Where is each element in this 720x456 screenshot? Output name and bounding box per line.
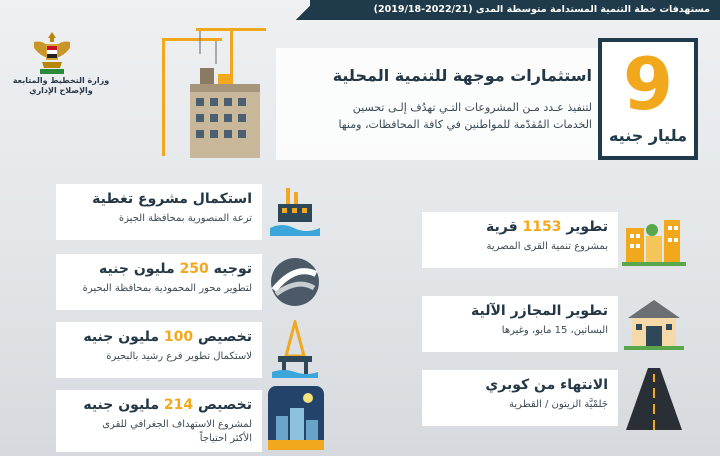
right-item-3: الانتهاء من كوبري جَلمْيَّة الزيتون / القطرية bbox=[422, 370, 618, 426]
big-stat-value: 9 bbox=[622, 42, 674, 126]
right-item-2: تطوير المجازر الآلية البساتين، 15 مايو، وغيرها bbox=[422, 296, 618, 352]
construction-cranes-icon bbox=[156, 24, 268, 158]
big-stat-unit: مليار جنيه bbox=[608, 126, 688, 145]
left-item-3: تخصيص 100 مليون جنيه لاستكمال تطوير فرع رشيد بالبحيرة bbox=[56, 322, 262, 378]
headline-body: لتنفيذ عـدد مـن المشروعات التـي تهدُف إلـى تحسين الخدمات المُقدّمة للمواطنين في كافة المحافظات، ومنها bbox=[338, 101, 592, 132]
header-bar bbox=[310, 0, 720, 20]
factory-canal-icon bbox=[268, 184, 322, 240]
night-village-icon bbox=[268, 386, 324, 450]
road-bridge-icon bbox=[622, 366, 686, 432]
left-item-4: تخصيص 214 مليون جنيه لمشروع الاستهداف الجغرافي للقرى الأكثر احتياجاً bbox=[56, 390, 262, 452]
highway-interchange-icon bbox=[268, 254, 322, 310]
oil-rig-icon bbox=[272, 320, 318, 378]
slaughterhouse-icon bbox=[624, 292, 684, 352]
ministry-name: وزارة التخطيط والمتابعة والإصلاح الإداري bbox=[12, 76, 110, 96]
headline-title: استثمارات موجهة للتنمية المحلية bbox=[332, 66, 592, 85]
left-item-1: استكمال مشروع تغطية ترعة المنصورية بمحافظة الجيزة bbox=[56, 184, 262, 240]
big-stat-box bbox=[598, 38, 698, 160]
left-item-2: توجيه 250 مليون جنيه لتطوير محور المحمودية بمحافظة البحيرة bbox=[56, 254, 262, 310]
header-title: مستهدفات خطة التنمية المستدامة متوسطة المدى (2022/21-2019/18) bbox=[373, 4, 710, 15]
village-buildings-icon bbox=[622, 210, 686, 268]
headline-panel bbox=[276, 48, 606, 160]
eagle-emblem-icon bbox=[30, 28, 74, 76]
right-item-1: تطوير 1153 قرية بمشروع تنمية القرى المصرية bbox=[422, 212, 618, 268]
